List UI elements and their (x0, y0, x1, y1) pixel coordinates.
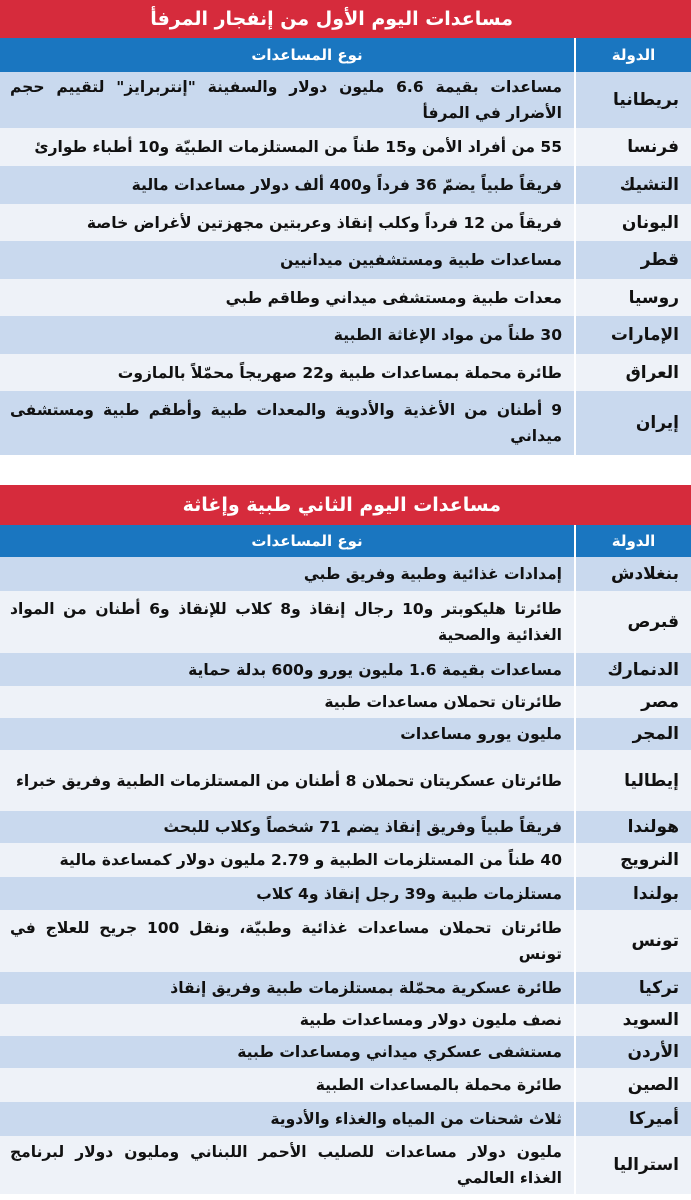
table-row (0, 391, 691, 455)
country-cell: هولندا (574, 811, 691, 843)
country-cell: التشيك (574, 166, 691, 204)
aid-cell: 30 طناً من مواد الإغاثة الطبية (333, 326, 562, 344)
country-cell: استراليا (574, 1136, 691, 1194)
country-cell: بريطانيا (574, 72, 691, 128)
day2-header-row (0, 525, 691, 557)
aid-cell: مستشفى عسكري ميداني ومساعدات طبية (237, 1043, 562, 1061)
country-cell: تركيا (574, 972, 691, 1004)
day2-section (0, 485, 691, 1200)
table-row (0, 316, 691, 354)
table-row (0, 686, 691, 718)
country-cell: السويد (574, 1004, 691, 1036)
day1-table-body (0, 72, 691, 455)
table-row (0, 1068, 691, 1102)
aid-cell: 40 طناً من المستلزمات الطبية و 2.79 مليون دولار كمساعدة مالية (59, 851, 562, 869)
day2-title: مساعدات اليوم الثاني طبية وإغاثة (0, 485, 691, 525)
aid-cell: 55 من أفراد الأمن و15 طناً من المستلزمات الطبيّة و10 أطباء طوارئ (34, 138, 562, 156)
day2-header-aid: نوع المساعدات (251, 532, 363, 550)
table-row (0, 166, 691, 204)
table-row (0, 653, 691, 686)
country-cell: أميركا (574, 1102, 691, 1136)
aid-cell: طائرتان تحملان مساعدات طبية (324, 693, 562, 711)
table-row (0, 204, 691, 241)
table-row (0, 354, 691, 391)
country-cell: تونس (574, 910, 691, 972)
aid-cell: مساعدات طبية ومستشفيين ميدانيين (280, 251, 562, 269)
country-cell: الأردن (574, 1036, 691, 1068)
table-row (0, 1102, 691, 1136)
country-cell: الدنمارك (574, 653, 691, 686)
aid-cell: معدات طبية ومستشفى ميداني وطاقم طبي (225, 288, 562, 307)
table-row (0, 877, 691, 910)
aid-cell: مليون دولار مساعدات للصليب الأحمر اللبناني ومليون دولار لبرنامج الغذاء العالمي (10, 1143, 562, 1187)
aid-cell: مساعدات بقيمة 1.6 مليون يورو و600 بدلة حماية (188, 660, 562, 679)
aid-cell: ثلاث شحنات من المياه والغذاء والأدوية (270, 1110, 562, 1128)
aid-cell: نصف مليون دولار ومساعدات طبية (299, 1011, 562, 1029)
table-row (0, 972, 691, 1004)
country-cell: المجر (574, 718, 691, 750)
country-cell: بولندا (574, 877, 691, 910)
country-cell: العراق (574, 354, 691, 391)
country-cell: اليونان (574, 204, 691, 241)
day2-table-body (0, 557, 691, 1194)
day2-header-country: الدولة (574, 525, 691, 557)
table-row (0, 279, 691, 316)
aid-cell: مستلزمات طبية و39 رجل إنقاذ و4 كلاب (256, 884, 562, 903)
table-row (0, 843, 691, 877)
aid-cell: طائرة عسكرية محمّلة بمستلزمات طبية وفريق إنقاذ (170, 979, 562, 997)
day1-title: مساعدات اليوم الأول من إنفجار المرفأ (0, 0, 691, 38)
table-row (0, 1136, 691, 1194)
table-row (0, 1004, 691, 1036)
country-cell: فرنسا (574, 128, 691, 166)
aid-cell: فريقاً من 12 فرداً وكلب إنقاذ وعربتين مجهزتين لأغراض خاصة (86, 213, 562, 232)
aid-cell: فريقاً طبياً يضمّ 36 فرداً و400 ألف دولار مساعدات مالية (131, 176, 562, 194)
country-cell: الإمارات (574, 316, 691, 354)
table-row (0, 811, 691, 843)
day1-header-row (0, 38, 691, 72)
table-row (0, 591, 691, 653)
country-cell: إيطاليا (574, 750, 691, 811)
aid-cell: مساعدات بقيمة 6.6 مليون دولار والسفينة "إنتربرايز" لتقييم حجم الأضرار في المرفأ (10, 78, 562, 122)
aid-cell: 9 أطنان من الأغذية والأدوية والمعدات طبية وأطقم طبية ومستشفى ميداني (10, 401, 562, 445)
aid-cell: طائرتان عسكريتان تحملان 8 أطنان من المستلزمات الطبية وفريق خبراء (15, 771, 562, 790)
country-cell: النرويج (574, 843, 691, 877)
country-cell: قطر (574, 241, 691, 279)
country-cell: قبرص (574, 591, 691, 653)
day1-section (0, 0, 691, 463)
aid-cell: فريقاً طبياً وفريق إنقاذ يضم 71 شخصاً وكلاب للبحث (163, 818, 562, 836)
country-cell: مصر (574, 686, 691, 718)
table-row (0, 910, 691, 972)
table-row (0, 750, 691, 811)
aid-cell: إمدادات غذائية وطبية وفريق طبي (303, 565, 562, 583)
aid-cell: طائرة محملة بالمساعدات الطبية (315, 1076, 562, 1094)
table-row (0, 72, 691, 128)
aid-cell: طائرتان تحملان مساعدات غذائية وطبيّة، ونقل 100 جريح للعلاج في تونس (10, 919, 562, 963)
table-row (0, 1036, 691, 1068)
aid-cell: طائرتا هليكوبتر و10 رجال إنقاذ و8 كلاب للإنقاذ و6 أطنان من المواد الغذائية والصحية (10, 600, 562, 644)
aid-cell: طائرة محملة بمساعدات طبية و22 صهريجاً محمّلاً بالمازوت (117, 363, 562, 382)
table-row (0, 718, 691, 750)
table-row (0, 557, 691, 591)
country-cell: روسيا (574, 279, 691, 316)
country-cell: إيران (574, 391, 691, 455)
country-cell: بنغلادش (574, 557, 691, 591)
table-row (0, 241, 691, 279)
aid-cell: مليون يورو مساعدات (400, 725, 562, 743)
day1-header-country: الدولة (574, 38, 691, 72)
day1-header-aid: نوع المساعدات (251, 46, 363, 64)
country-cell: الصين (574, 1068, 691, 1102)
table-row (0, 128, 691, 166)
